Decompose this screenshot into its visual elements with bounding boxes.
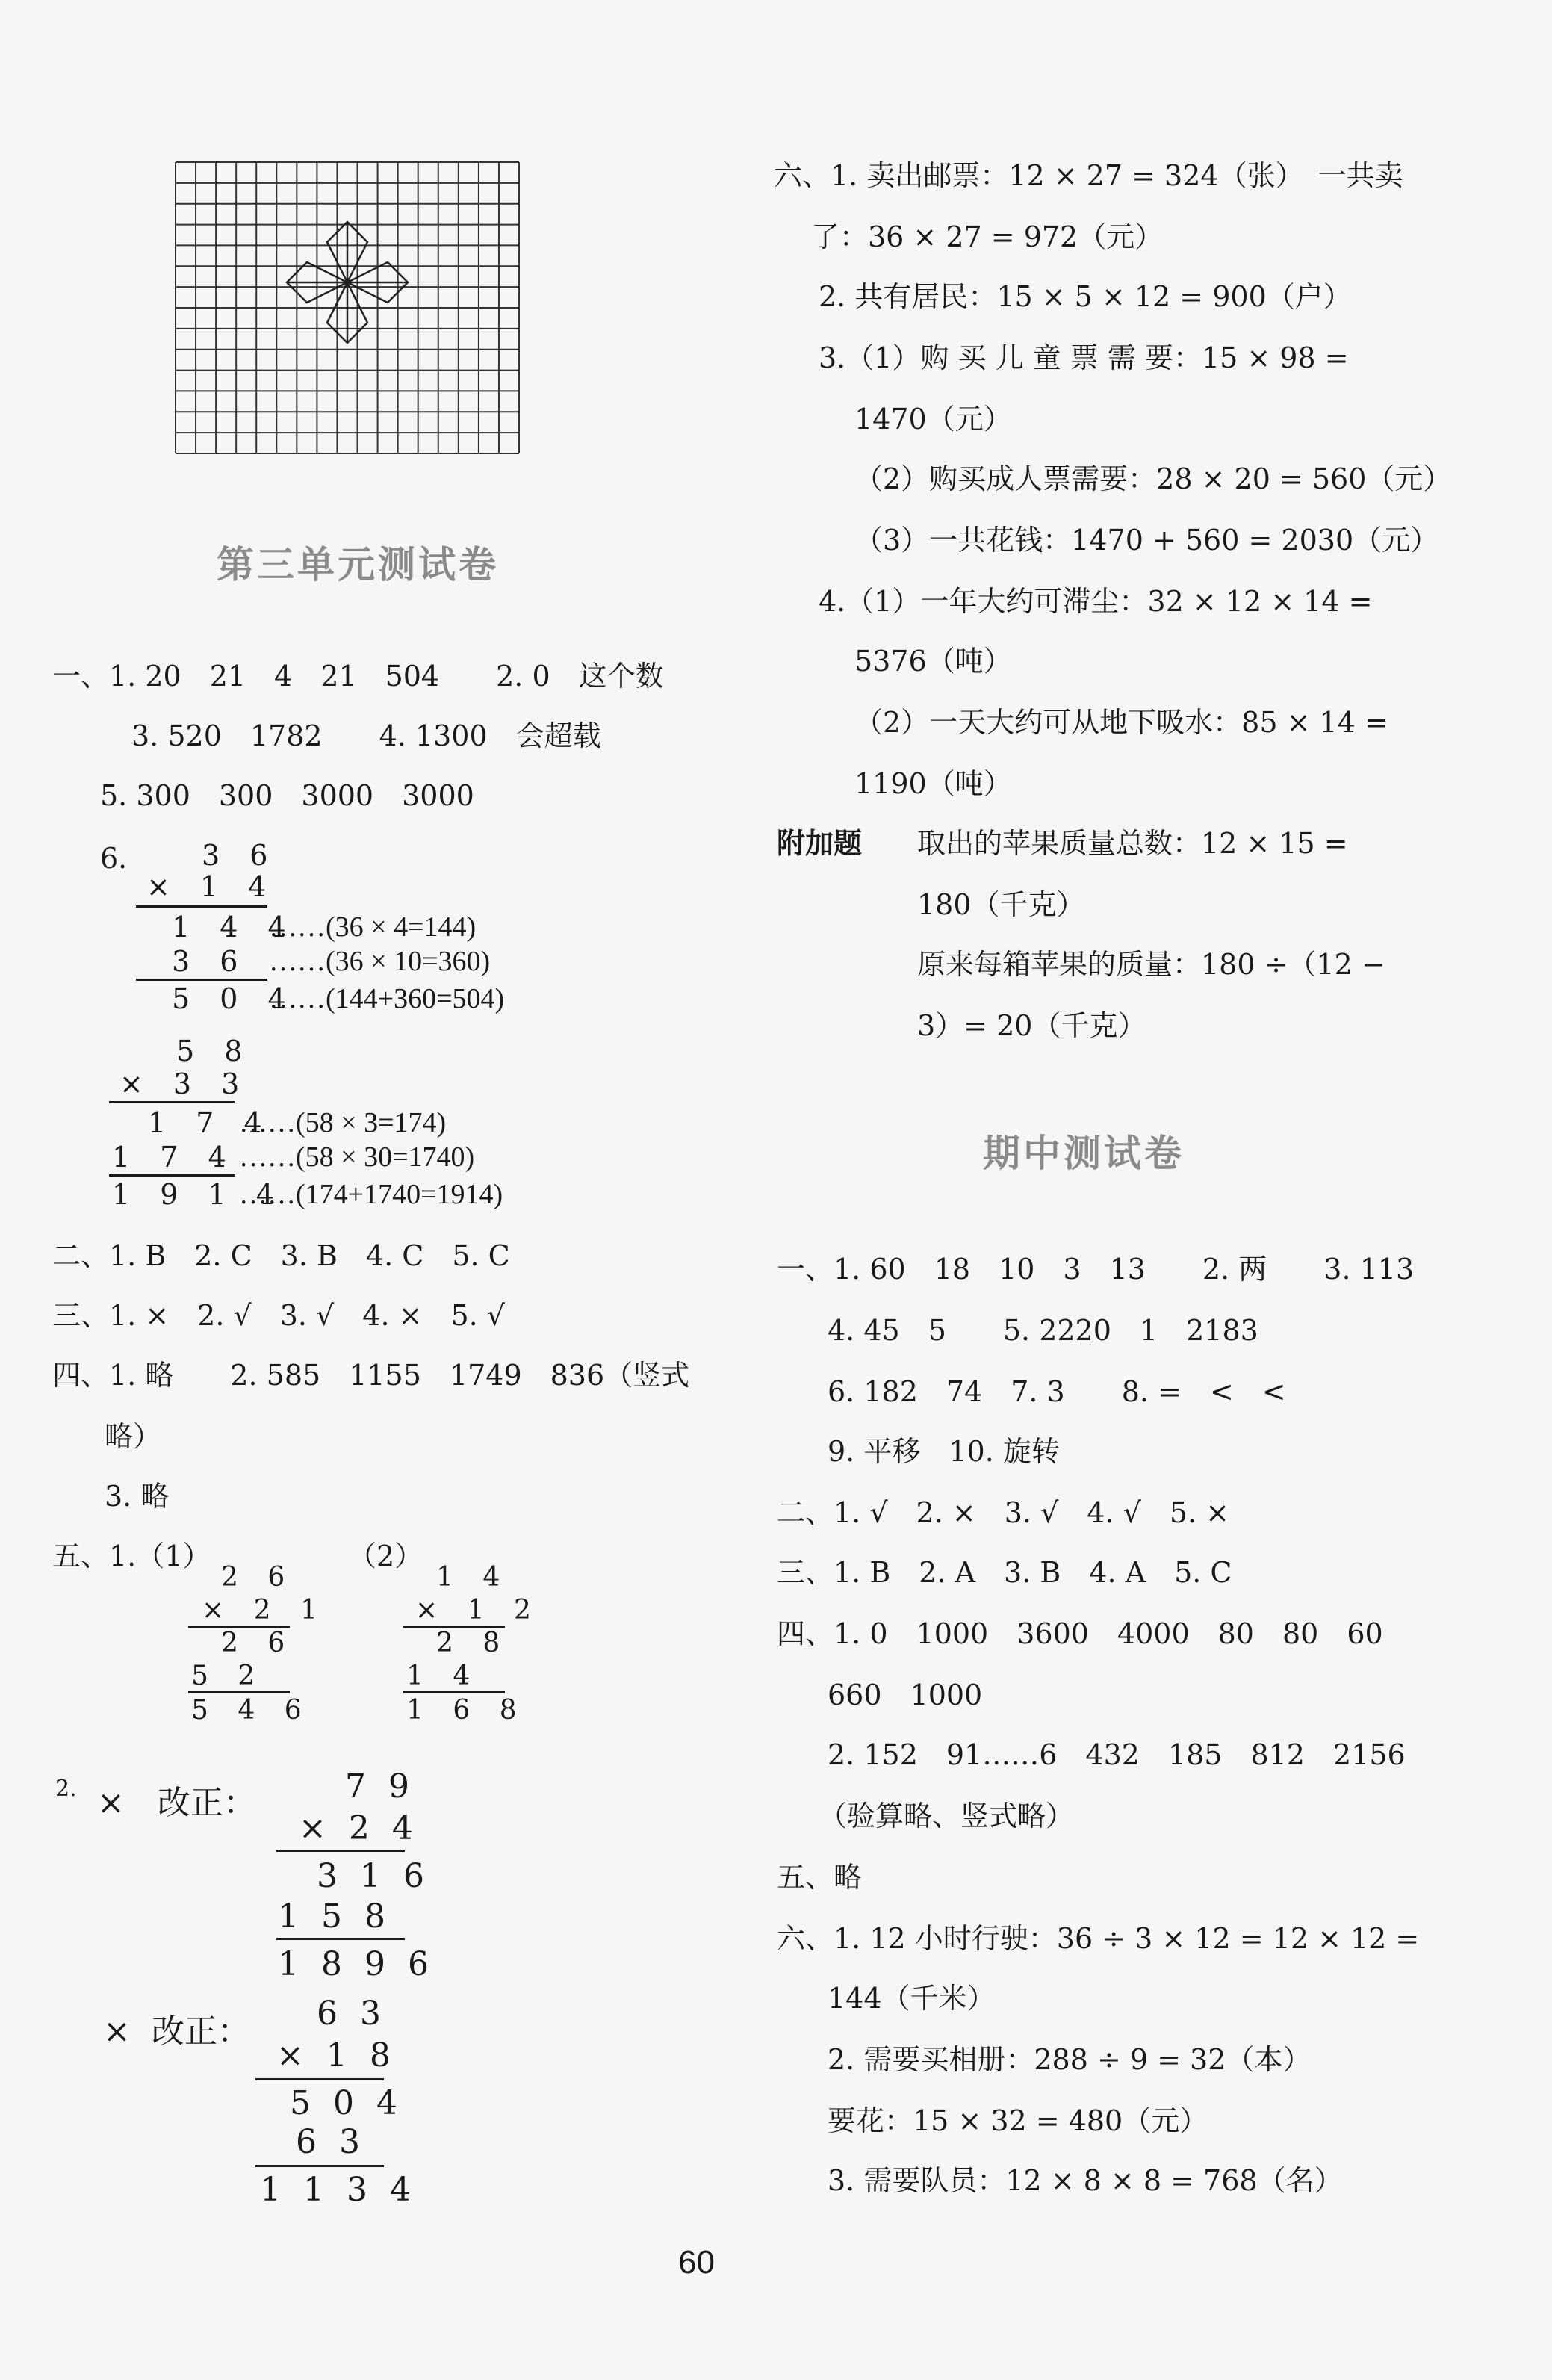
- unit3-s1-l1: 一、1. 20 21 4 21 504 2. 0 这个数: [52, 660, 664, 692]
- m2-r: 1 6 8: [406, 1695, 527, 1726]
- midterm-l16: 3. 需要队员：12 × 8 × 8 = 768（名）: [828, 2164, 1343, 2197]
- m1-rule2: [188, 1691, 290, 1693]
- m2-a: 1 4: [436, 1562, 511, 1593]
- unit3-s1-l3: 5. 300 300 3000 3000: [100, 779, 474, 812]
- midterm-l13: 144（千米）: [828, 1982, 996, 2015]
- midterm-l1: 一、1. 60 18 10 3 13 2. 两 3. 113: [777, 1253, 1415, 1286]
- calc1-rule1: [136, 905, 267, 908]
- calc2-n2: ……(58 × 30=1740): [239, 1141, 475, 1173]
- unit3-s4-l3: 3. 略: [105, 1480, 170, 1513]
- c3-mark: × 改正：: [103, 2012, 250, 2051]
- midterm-l8: 660 1000: [828, 1679, 983, 1711]
- calc1-a: 3 6: [202, 839, 279, 872]
- q6-3-line4: （3）一共花钱：1470 + 560 = 2030（元）: [854, 524, 1439, 557]
- fix1-p2: 1 5 8: [278, 1897, 391, 1936]
- unit3-s3: 三、1. × 2. √ 3. √ 4. × 5. √: [52, 1299, 505, 1332]
- q6-4-line3: （2）一天大约可从地下吸水：85 × 14 =: [854, 706, 1388, 739]
- calc2-n3: ……(174+1740=1914): [239, 1179, 503, 1210]
- fix2-b: × 1 8: [276, 2036, 397, 2074]
- m2-p1: 2 8: [436, 1628, 511, 1658]
- fix2-a: 6 3: [317, 1995, 387, 2033]
- fix1-p1: 3 1 6: [317, 1857, 430, 1895]
- calc2-a: 5 8: [176, 1035, 253, 1067]
- midterm-l4: 9. 平移 10. 旋转: [828, 1435, 1060, 1468]
- q6-4-line4: 1190（吨）: [854, 767, 1012, 800]
- q6-4-line1: 4.（1）一年大约可滞尘：32 × 12 × 14 =: [819, 585, 1373, 618]
- unit3-s5-label: 五、1.（1）: [52, 1540, 211, 1572]
- midterm-l9: 2. 152 91……6 432 185 812 2156: [828, 1738, 1406, 1771]
- calc1-n2: ……(36 × 10=360): [269, 946, 491, 977]
- midterm-l14: 2. 需要买相册：288 ÷ 9 = 32（本）: [828, 2043, 1312, 2076]
- extra-label: 附加题: [777, 826, 863, 860]
- m1-b: × 2 1: [202, 1595, 328, 1626]
- midterm-l15: 要花：15 × 32 = 480（元）: [828, 2104, 1208, 2137]
- unit3-s1-l2: 3. 520 1782 4. 1300 会超载: [131, 719, 601, 752]
- midterm-l2: 4. 45 5 5. 2220 1 2183: [828, 1314, 1258, 1347]
- m1-p2: 5 2: [191, 1661, 266, 1691]
- unit3-q6-label: 6.: [100, 842, 128, 875]
- calc2-rule1: [109, 1101, 235, 1103]
- fix2-rule2: [255, 2165, 384, 2167]
- m2-b: × 1 2: [415, 1595, 541, 1626]
- q6-3-line2: 1470（元）: [854, 403, 1012, 436]
- page-number: 60: [678, 2244, 715, 2281]
- calc1-n1: ……(36 × 4=144): [269, 911, 477, 943]
- m1-r: 5 4 6: [191, 1695, 312, 1726]
- unit3-s5-label2: （2）: [348, 1540, 423, 1572]
- calc2-b: × 3 3: [119, 1067, 250, 1100]
- m1-p1: 2 6: [221, 1628, 296, 1658]
- fix2-rule1: [255, 2078, 384, 2080]
- q6-1-line2: 了：36 × 27 = 972（元）: [811, 220, 1164, 253]
- flower-grid-figure: [175, 161, 520, 454]
- unit3-s2: 二、1. B 2. C 3. B 4. C 5. C: [52, 1239, 510, 1272]
- midterm-l6: 三、1. B 2. A 3. B 4. A 5. C: [777, 1556, 1232, 1589]
- q6-2: 2. 共有居民：15 × 5 × 12 = 900（户）: [819, 280, 1352, 313]
- calc2-n1: ……(58 × 3=174): [239, 1107, 447, 1138]
- q6-1-line1: 六、1. 卖出邮票：12 × 27 = 324（张） 一共卖: [774, 159, 1403, 192]
- m1-a: 2 6: [221, 1562, 296, 1593]
- extra-line1: 取出的苹果质量总数：12 × 15 =: [917, 827, 1348, 860]
- c2-label: 2.: [55, 1776, 77, 1802]
- calc2-p2: 1 7 4: [112, 1141, 237, 1174]
- q6-3-line3: （2）购买成人票需要：28 × 20 = 560（元）: [854, 462, 1452, 495]
- fix2-r: 1 1 3 4: [260, 2171, 417, 2209]
- calc2-r: 1 9 1 4: [112, 1178, 285, 1211]
- m2-p2: 1 4: [406, 1661, 481, 1691]
- m2-rule2: [403, 1691, 505, 1693]
- fix1-rule2: [276, 1938, 405, 1940]
- midterm-l7: 四、1. 0 1000 3600 4000 80 80 60: [777, 1617, 1383, 1650]
- q6-4-line2: 5376（吨）: [854, 645, 1012, 678]
- calc1-r: 5 0 4: [172, 982, 297, 1015]
- unit3-s4-l2: 略）: [105, 1420, 162, 1453]
- calc1-n3: ……(144+360=504): [269, 983, 505, 1014]
- calc1-rule2: [136, 979, 267, 981]
- extra-line3: 原来每箱苹果的质量：180 ÷（12 −: [917, 948, 1385, 981]
- fix2-p2: 6 3: [296, 2123, 366, 2161]
- fix1-a: 7 9: [345, 1767, 415, 1806]
- fix2-p1: 5 0 4: [290, 2084, 403, 2122]
- fix1-r: 1 8 9 6: [278, 1945, 435, 1983]
- calc2-rule2: [109, 1174, 235, 1177]
- extra-line4: 3）= 20（千克）: [917, 1009, 1146, 1042]
- midterm-l5: 二、1. √ 2. × 3. √ 4. √ 5. ×: [777, 1496, 1229, 1529]
- calc2-p1: 1 7 4: [148, 1106, 273, 1139]
- q6-3-line1: 3.（1）购 买 儿 童 票 需 要：15 × 98 =: [819, 341, 1349, 374]
- calc1-b: × 1 4: [146, 870, 277, 903]
- unit3-title: 第三单元测试卷: [217, 542, 499, 586]
- c2-mark: × 改正：: [97, 1784, 256, 1822]
- midterm-l12: 六、1. 12 小时行驶：36 ÷ 3 × 12 = 12 × 12 =: [777, 1922, 1420, 1955]
- midterm-l11: 五、略: [777, 1861, 863, 1894]
- fix1-rule1: [276, 1850, 405, 1852]
- unit3-s4-l1: 四、1. 略 2. 585 1155 1749 836（竖式: [52, 1359, 690, 1392]
- extra-line2: 180（千克）: [917, 888, 1085, 921]
- midterm-l10: （验算略、竖式略）: [819, 1800, 1075, 1832]
- fix1-b: × 2 4: [299, 1809, 419, 1847]
- midterm-l3: 6. 182 74 7. 3 8. = < <: [828, 1375, 1286, 1408]
- calc1-p1: 1 4 4: [172, 911, 297, 943]
- calc1-p2: 3 6: [172, 945, 249, 978]
- midterm-title: 期中测试卷: [983, 1131, 1185, 1175]
